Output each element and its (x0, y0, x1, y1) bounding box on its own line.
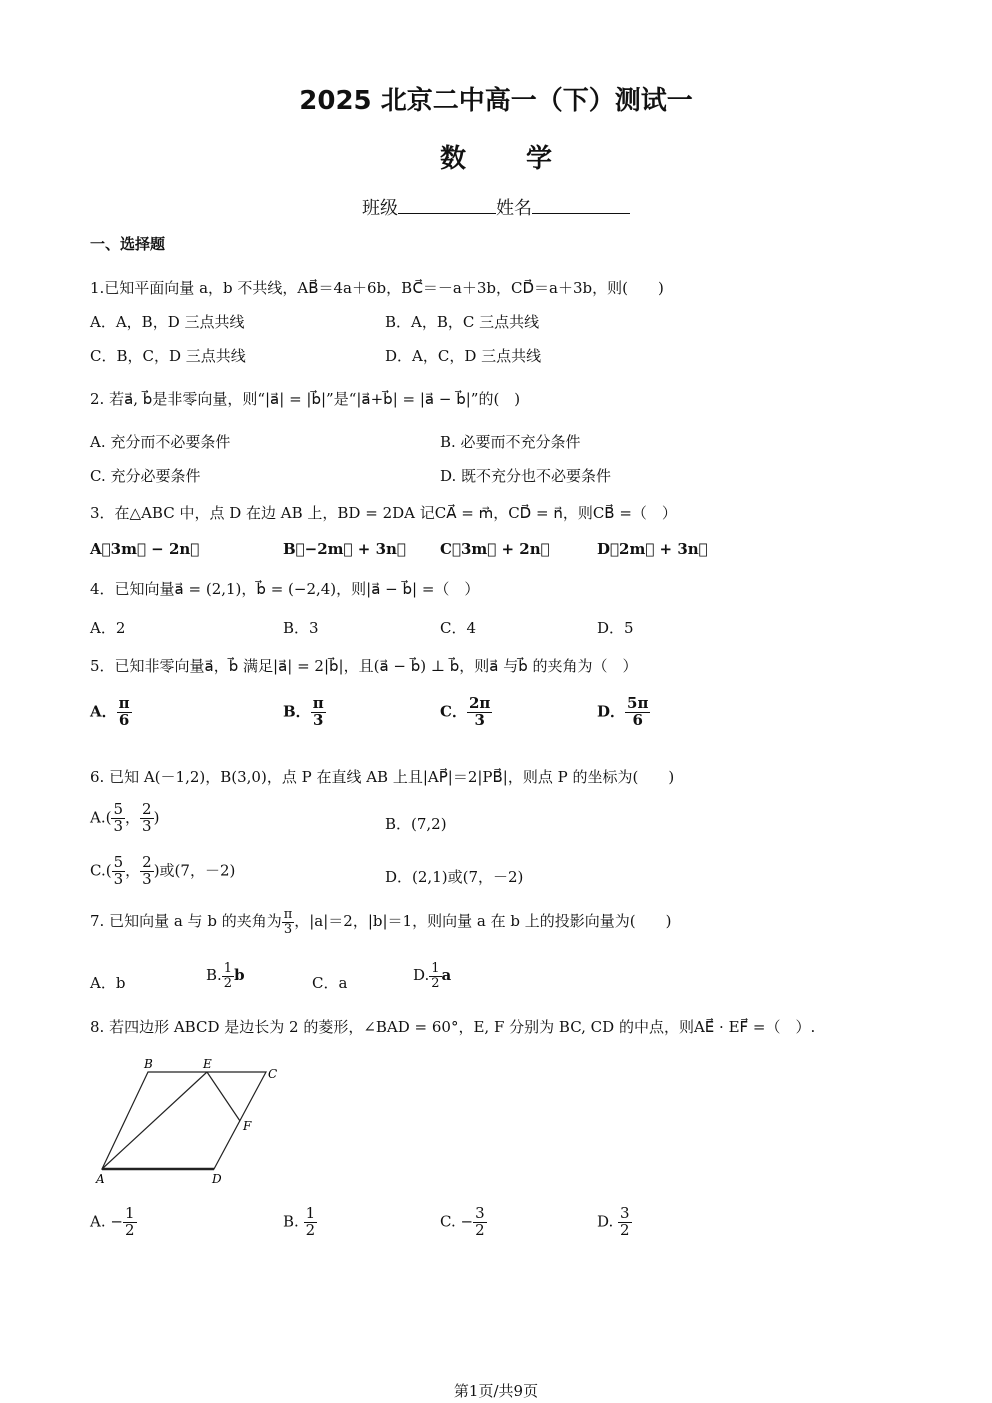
q4-option-c: C．4 (440, 619, 477, 637)
subject-title: 数学 (439, 144, 612, 174)
class-label: 班级 (362, 198, 398, 219)
q8-option-b: B. $\frac{1}{2}$ (283, 1204, 316, 1239)
section-title: 一、选择题 (90, 235, 166, 253)
q5-option-c: C． $\frac{2\pi}{3}$ (440, 694, 491, 729)
class-blank[interactable] (398, 197, 496, 214)
q7-option-b: B. $\frac{1}{2}$ b (206, 961, 245, 991)
q7-option-c: C．a (312, 974, 348, 992)
q3-option-c: C．3m⃗ + 2n⃗ (440, 540, 550, 558)
name-blank[interactable] (532, 197, 630, 214)
label-f: F (243, 1119, 252, 1133)
rhombus-abcd (102, 1072, 266, 1169)
question-7-stem: 7. 已知向量 a 与 b 的夹角为 $\frac{\pi}{3}$ ，|a|＝2，|b|＝1，则向量 a 在 b 上的投影向量为( ) (90, 907, 672, 937)
question-6-stem: 6. 已知 A(－1,2)，B(3,0)，点 P 在直线 AB 上且|AP⃗|＝2|PB⃗|，则点 P 的坐标为( ) (90, 768, 675, 786)
q3-option-b: B．−2m⃗ + 3n⃗ (283, 540, 406, 558)
q8-option-c: C. − $\frac{3}{2}$ (440, 1204, 485, 1239)
segment-ae (102, 1072, 207, 1169)
label-e: E (203, 1057, 212, 1071)
q3-option-d: D．2m⃗ + 3n⃗ (597, 540, 708, 558)
q1-option-a: A．A，B，D 三点共线 (90, 313, 245, 331)
label-c: C (268, 1067, 278, 1081)
q8-option-d: D. $\frac{3}{2}$ (597, 1204, 630, 1239)
q2-option-d: D. 既不充分也不必要条件 (440, 467, 612, 485)
q3-option-a: A．3m⃗ − 2n⃗ (90, 540, 200, 558)
question-4-stem: 4．已知向量a⃗ = (2,1)，b⃗ = (−2,4)，则|a⃗ − b⃗| =（ ） (90, 580, 480, 598)
label-d: D (212, 1172, 222, 1186)
q5-option-d: D． $\frac{5\pi}{6}$ (597, 694, 649, 729)
exam-title: 2025 北京二中高一（下）测试一 (299, 86, 693, 116)
q7-option-d: D. $\frac{1}{2}$ a (413, 961, 452, 991)
question-1-stem: 1.已知平面向量 a，b 不共线，AB⃗＝4a＋6b，BC⃗＝－a＋3b，CD⃗＝a＋3b，则( ) (90, 279, 664, 297)
name-label: 姓名 (496, 198, 532, 219)
q6-option-b: B．(7,2) (385, 815, 447, 833)
rhombus-figure (90, 1052, 300, 1188)
page-number: 第1页/共9页 (453, 1382, 539, 1400)
q4-option-a: A．2 (90, 619, 126, 637)
question-2-stem: 2. 若a⃗, b⃗是非零向量，则“|a⃗| = |b⃗|”是“|a⃗+b⃗| = |a⃗ − b⃗|”的( ) (90, 390, 521, 408)
q1-option-b: B．A，B，C 三点共线 (385, 313, 540, 331)
question-5-stem: 5．已知非零向量a⃗，b⃗ 满足|a⃗| = 2|b⃗|，且(a⃗ − b⃗) ⊥ b⃗，则a⃗ 与b⃗ 的夹角为（ ） (90, 657, 638, 675)
q4-option-b: B．3 (283, 619, 319, 637)
question-3-stem: 3．在△ABC 中，点 D 在边 AB 上，BD = 2DA 记CA⃗ = m⃗，CD⃗ = n⃗，则CB⃗ =（ ） (90, 504, 677, 522)
q2-option-b: B. 必要而不充分条件 (440, 433, 581, 451)
student-info-line (0, 194, 992, 220)
q5-option-a: A． $\frac{\pi}{6}$ (90, 694, 130, 729)
q7-option-a: A．b (90, 974, 126, 992)
q2-option-c: C. 充分必要条件 (90, 467, 201, 485)
q6-option-d: D．(2,1)或(7，－2) (385, 868, 524, 886)
question-8-stem: 8. 若四边形 ABCD 是边长为 2 的菱形，∠BAD = 60°，E, F 分别为 BC, CD 的中点，则AE⃗ · EF⃗ =（ ）. (90, 1018, 816, 1036)
q5-option-b: B． $\frac{\pi}{3}$ (283, 694, 324, 729)
q4-option-d: D．5 (597, 619, 634, 637)
q1-option-d: D．A，C，D 三点共线 (385, 347, 542, 365)
q6-option-a: A.( $\frac{5}{3}$ ， $\frac{2}{3}$ ) (90, 800, 160, 835)
label-b: B (144, 1057, 153, 1071)
segment-ef (207, 1072, 240, 1121)
q6-option-c: C.( $\frac{5}{3}$ ， $\frac{2}{3}$ )或(7，－2) (90, 853, 236, 888)
label-a: A (96, 1172, 105, 1186)
q8-option-a: A. − $\frac{1}{2}$ (90, 1204, 135, 1239)
q1-option-c: C．B，C，D 三点共线 (90, 347, 246, 365)
q2-option-a: A. 充分而不必要条件 (90, 433, 231, 451)
